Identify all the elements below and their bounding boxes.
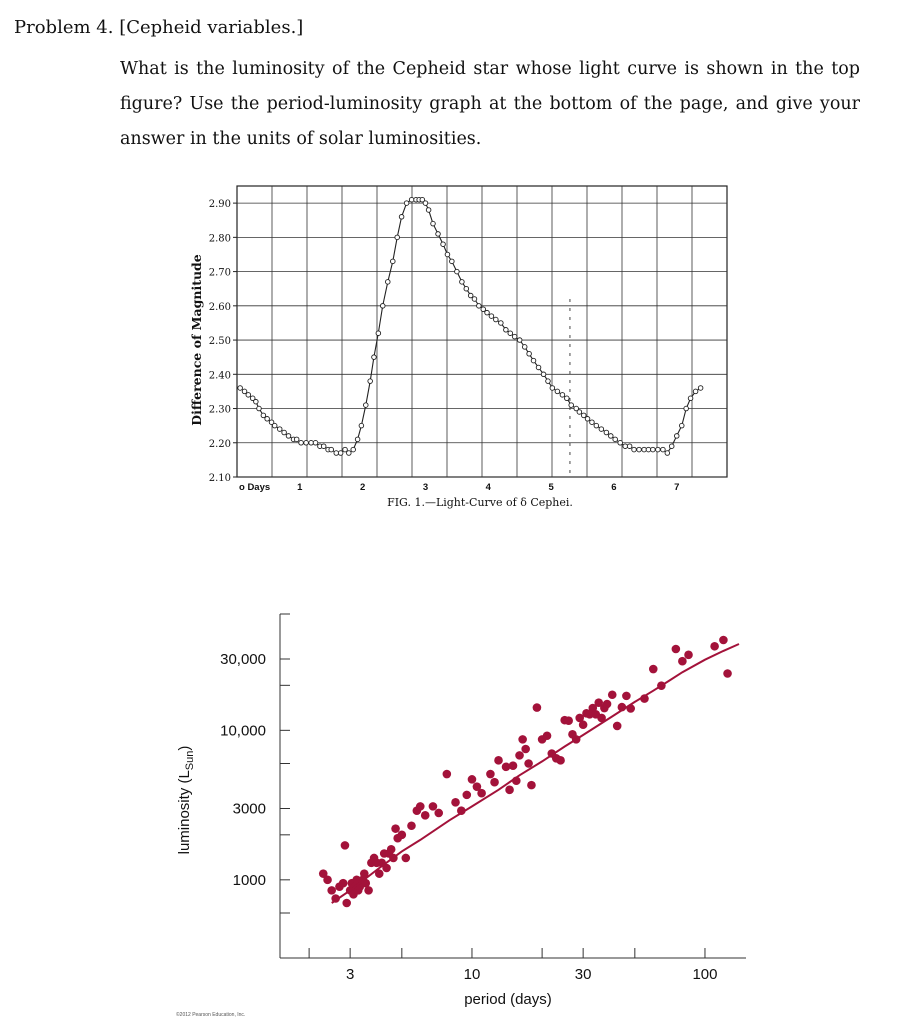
light-curve-observation	[618, 440, 623, 445]
cepheid-data-point	[387, 845, 396, 854]
light-curve-observation	[404, 201, 409, 206]
light-curve-observation	[590, 420, 595, 425]
cepheid-data-point	[533, 703, 542, 712]
problem-title: [Cepheid variables.]	[119, 17, 304, 38]
period-luminosity-x-ticks	[309, 948, 717, 983]
light-curve-observation	[623, 444, 628, 449]
period-luminosity-trend-line	[332, 644, 739, 903]
y-tick-label: 10,000	[220, 722, 266, 740]
light-curve-observation	[637, 447, 642, 452]
light-curve-y-tick-label: 2.50	[208, 336, 231, 348]
light-curve-observation	[550, 386, 555, 391]
light-curve-observation	[512, 334, 517, 339]
cepheid-data-point	[524, 759, 533, 768]
light-curve-observation	[460, 280, 465, 285]
light-curve-observation	[604, 430, 609, 435]
light-curve-figure	[170, 180, 750, 520]
light-curve-observation	[380, 304, 385, 309]
light-curve-observation	[477, 304, 482, 309]
light-curve-observation	[423, 201, 428, 206]
cepheid-data-point	[678, 657, 687, 666]
light-curve-observation	[257, 406, 262, 411]
cepheid-data-point	[527, 781, 536, 790]
cepheid-data-point	[364, 886, 373, 895]
light-curve-y-tick-labels	[209, 199, 231, 484]
light-curve-observation	[390, 259, 395, 264]
light-curve-y-tick-label: 2.30	[208, 404, 231, 416]
light-curve-observation	[527, 351, 532, 356]
light-curve-observation	[450, 259, 455, 264]
light-curve-observation	[304, 440, 309, 445]
light-curve-observation	[455, 269, 460, 274]
light-curve-observation	[426, 208, 431, 213]
light-curve-observation	[321, 444, 326, 449]
period-luminosity-x-axis-label: period (days)	[464, 991, 552, 1008]
y-axis-label-close: )	[176, 745, 193, 751]
cepheid-data-point	[342, 899, 351, 908]
light-curve-y-tick-label: 2.20	[208, 438, 231, 450]
cepheid-data-point	[710, 642, 719, 651]
cepheid-data-point	[505, 786, 514, 795]
cepheid-data-point	[451, 798, 460, 807]
light-curve-observation	[546, 379, 551, 384]
cepheid-data-point	[509, 761, 518, 770]
cepheid-data-point	[672, 645, 681, 654]
light-curve-observation	[489, 314, 494, 319]
problem-number: Problem 4.	[14, 17, 114, 38]
light-curve-x-tick-label: 7	[674, 482, 680, 493]
light-curve-x-tick-label: 4	[485, 482, 491, 493]
light-curve-observation	[334, 451, 339, 456]
light-curve-observation	[343, 447, 348, 452]
light-curve-observation	[464, 286, 469, 291]
light-curve-x-tick-label: 3	[422, 482, 429, 493]
light-curve-observation	[338, 451, 343, 456]
light-curve-observation	[299, 440, 304, 445]
x-tick-label: 30	[574, 966, 592, 983]
light-curve-observation	[309, 440, 314, 445]
light-curve-observation	[254, 399, 259, 404]
y-tick-label: 3000	[232, 800, 266, 818]
light-curve-observation	[569, 403, 574, 408]
cepheid-data-point	[421, 811, 430, 820]
light-curve-observation	[395, 235, 400, 240]
cepheid-data-point	[339, 879, 348, 888]
cepheid-data-point	[323, 876, 332, 885]
light-curve-observation	[494, 317, 499, 322]
cepheid-data-point	[649, 665, 658, 674]
light-curve-x-tick-label: 5	[548, 482, 554, 493]
light-curve-observation	[693, 389, 698, 394]
cepheid-data-point	[407, 821, 416, 830]
light-curve-observation	[409, 197, 414, 202]
light-curve-observation	[669, 444, 674, 449]
cepheid-data-point	[543, 731, 552, 740]
y-axis-label-main: luminosity (L	[176, 770, 193, 855]
cepheid-data-point	[401, 854, 410, 863]
light-curve-x-tick-label: 1	[297, 482, 303, 493]
cepheid-data-point	[518, 735, 527, 744]
cepheid-data-point	[603, 700, 612, 709]
light-curve-observation	[613, 437, 618, 442]
light-curve-observation	[684, 406, 689, 411]
cepheid-data-point	[477, 789, 486, 798]
light-curve-observation	[499, 321, 504, 326]
light-curve-observation	[282, 430, 287, 435]
light-curve-observation	[674, 434, 679, 439]
light-curve-observation	[441, 242, 446, 247]
period-luminosity-axes	[280, 614, 746, 958]
light-curve-y-tick-label: 2.90	[208, 199, 231, 211]
cepheid-data-point	[556, 756, 565, 765]
light-curve-observation	[351, 447, 356, 452]
light-curve-observation	[385, 280, 390, 285]
light-curve-x-tick-label: o Days	[239, 482, 271, 493]
period-luminosity-chart	[170, 600, 760, 1012]
light-curve-observation	[577, 410, 582, 415]
problem-heading	[14, 17, 303, 38]
light-curve-y-axis-label: Difference of Magnitude	[189, 254, 204, 426]
light-curve-observation	[431, 221, 436, 226]
light-curve-y-tick-label: 2.10	[208, 473, 231, 484]
light-curve-observation	[294, 437, 299, 442]
light-curve-observation	[651, 447, 656, 452]
cepheid-data-point	[434, 809, 443, 818]
light-curve-observation	[555, 389, 560, 394]
light-curve-observation	[688, 396, 693, 401]
light-curve-observation	[368, 379, 373, 384]
cepheid-data-point	[719, 636, 728, 645]
light-curve-observation	[355, 437, 360, 442]
light-curve-observation	[436, 232, 441, 237]
light-curve-observation	[472, 297, 477, 302]
cepheid-data-point	[564, 716, 573, 725]
light-curve-observation	[536, 365, 541, 370]
cepheid-data-point	[490, 778, 499, 787]
light-curve-y-tick-label: 2.80	[208, 233, 231, 245]
light-curve-observation	[698, 386, 703, 391]
cepheid-data-point	[327, 886, 336, 895]
light-curve-observation	[242, 389, 247, 394]
light-curve-observation	[661, 447, 666, 452]
light-curve-observation	[679, 423, 684, 428]
cepheid-data-point	[613, 722, 622, 731]
light-curve-observation	[585, 417, 590, 422]
light-curve-points	[238, 197, 703, 455]
cepheid-data-point	[494, 756, 503, 765]
light-curve-grid	[233, 186, 727, 477]
problem-question: What is the luminosity of the Cepheid star whose light curve is shown in the top figure? Use the period-luminosity graph at the bottom of the page, and give your answer in the units of solar luminosities.	[120, 59, 860, 149]
light-curve-observation	[642, 447, 647, 452]
y-axis-label-subscript: Sun	[184, 750, 196, 771]
light-curve-y-tick-label: 2.40	[208, 370, 231, 382]
cepheid-data-point	[462, 791, 471, 800]
light-curve-observation	[646, 447, 651, 452]
light-curve-observation	[581, 413, 586, 418]
light-curve-observation	[329, 447, 334, 452]
y-tick-label: 1000	[232, 871, 266, 889]
light-curve-observation	[665, 451, 670, 456]
light-curve-observation	[504, 327, 509, 332]
light-curve-observation	[265, 417, 270, 422]
light-curve-observation	[560, 393, 565, 398]
x-tick-label: 3	[345, 966, 355, 983]
cepheid-data-point	[579, 720, 588, 729]
light-curve-observation	[608, 434, 613, 439]
cepheid-data-point	[398, 831, 407, 840]
cepheid-data-point	[515, 751, 524, 760]
cepheid-data-point	[391, 824, 400, 833]
cepheid-data-point	[416, 802, 425, 811]
light-curve-y-tick-label: 2.60	[208, 301, 231, 313]
x-tick-label: 10	[463, 966, 481, 983]
light-curve-observation	[656, 447, 661, 452]
light-curve-observation	[372, 355, 377, 360]
period-luminosity-y-axis-label	[176, 746, 196, 855]
light-curve-observation	[594, 423, 599, 428]
light-curve-observation	[632, 447, 637, 452]
light-curve-observation	[376, 331, 381, 336]
cepheid-data-point	[723, 669, 732, 678]
light-curve-observation	[445, 252, 450, 257]
cepheid-data-point	[429, 802, 438, 811]
light-curve-observation	[359, 423, 364, 428]
cepheid-data-point	[486, 770, 495, 779]
light-curve-observation	[399, 215, 404, 220]
light-curve-observation	[508, 331, 513, 336]
light-curve-observation	[272, 423, 277, 428]
x-tick-label: 100	[692, 966, 718, 983]
light-curve-y-tick-label: 2.70	[208, 267, 231, 279]
light-curve-caption: FIG. 1.—Light-Curve of δ Cephei.	[387, 496, 573, 509]
cepheid-data-point	[341, 841, 350, 850]
light-curve-observation	[238, 386, 243, 391]
light-curve-observation	[485, 310, 490, 315]
light-curve-observation	[522, 345, 527, 350]
light-curve-x-tick-label: 2	[359, 482, 366, 493]
light-curve-observation	[246, 393, 251, 398]
cepheid-data-point	[468, 775, 477, 784]
copyright-credit: ©2012 Pearson Education, Inc.	[176, 1012, 246, 1018]
light-curve-x-tick-labels	[239, 482, 679, 493]
light-curve-observation	[565, 396, 570, 401]
light-curve-observation	[277, 427, 282, 432]
light-curve-observation	[313, 440, 318, 445]
light-curve-observation	[599, 427, 604, 432]
light-curve-observation	[481, 307, 486, 312]
light-curve-observation	[286, 434, 291, 439]
light-curve-observation	[347, 451, 352, 456]
cepheid-data-point	[684, 651, 693, 660]
cepheid-data-point	[608, 690, 617, 699]
light-curve-observation	[627, 444, 632, 449]
period-luminosity-trend	[332, 644, 739, 903]
light-curve-observation	[517, 338, 522, 343]
light-curve-observation	[468, 293, 473, 298]
light-curve-observation	[541, 372, 546, 377]
cepheid-data-point	[622, 692, 631, 701]
y-tick-label: 30,000	[220, 651, 266, 669]
light-curve-x-tick-label: 6	[611, 482, 617, 493]
light-curve-observation	[261, 413, 266, 418]
cepheid-data-point	[521, 745, 530, 754]
cepheid-data-point	[443, 770, 452, 779]
light-curve-observation	[531, 358, 536, 363]
light-curve-observation	[363, 403, 368, 408]
